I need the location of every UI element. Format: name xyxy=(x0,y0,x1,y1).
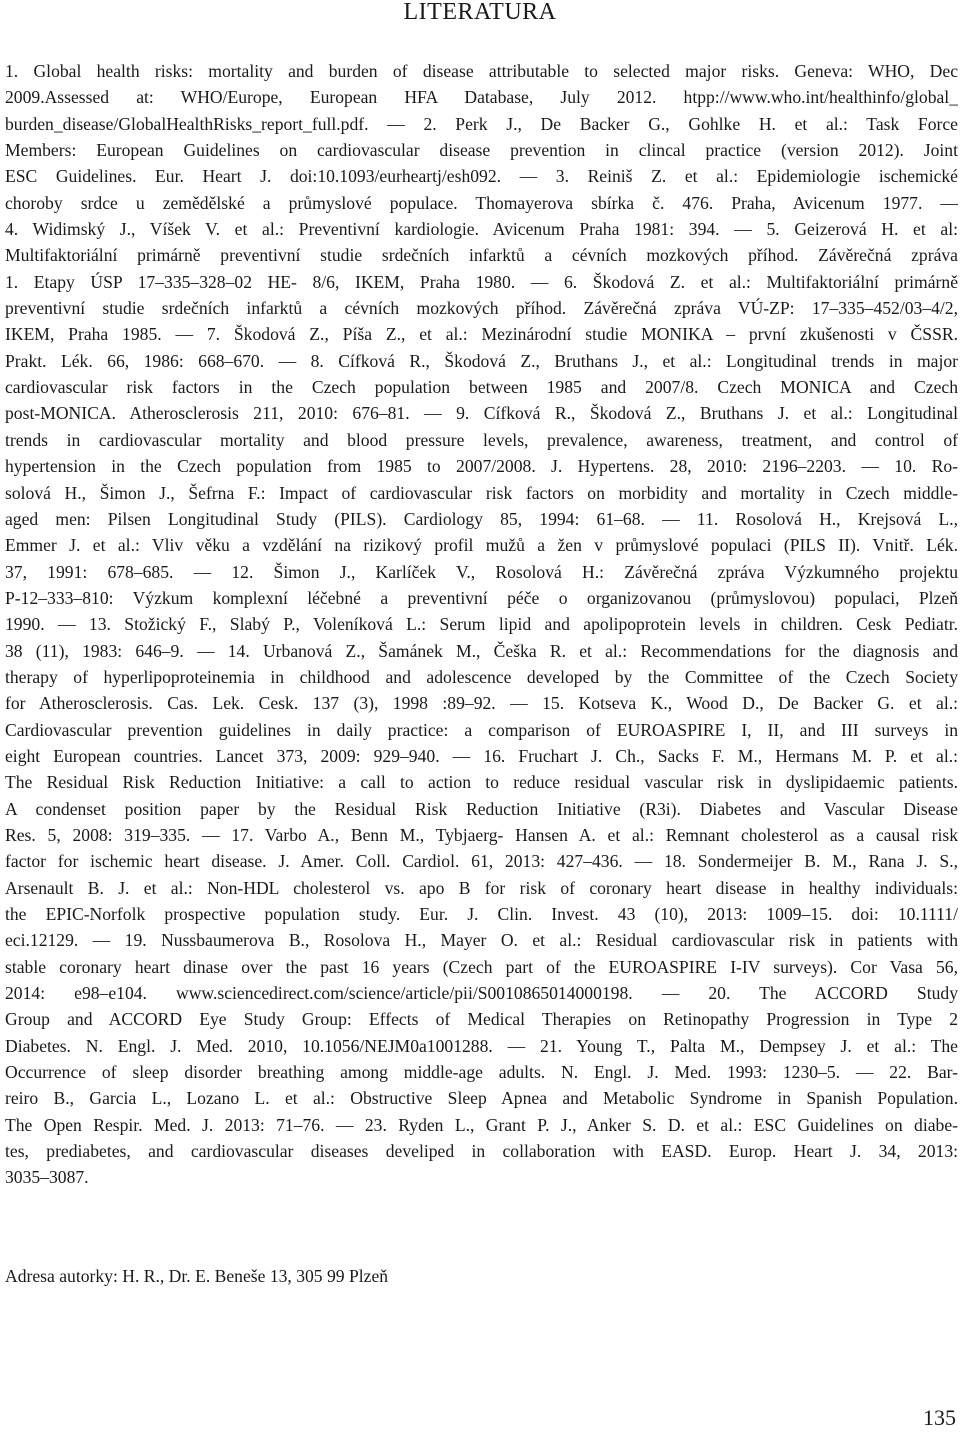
reference-line: Cardiovascular prevention guidelines in daily practice: a comparison of EUROASPIRE I, II, and III surveys in xyxy=(5,719,958,740)
reference-line: eight European countries. Lancet 373, 2009: 929–940. — 16. Fruchart J. Ch., Sacks F. M., Hermans M. P. et al.: xyxy=(5,745,958,766)
reference-line: eci.12129. — 19. Nussbaumerova B., Rosolova H., Mayer O. et al.: Residual cardiovascular risk in patients with xyxy=(5,930,958,951)
reference-list xyxy=(5,58,958,1191)
reference-line: burden_disease/GlobalHealthRisks_report_full.pdf. — 2. Perk J., De Backer G., Gohlke H. et al.: Task Force xyxy=(5,113,958,134)
reference-line: trends in cardiovascular mortality and blood pressure levels, prevalence, awareness, treatment, and control of xyxy=(5,429,958,450)
reference-line: 1. Global health risks: mortality and burden of disease attributable to selected major risks. Geneva: WHO, Dec xyxy=(5,61,958,81)
reference-line: Multifaktoriální primárně preventivní studie srdečních infarktů a cévních mozkových příhod. Závěrečná zpráva xyxy=(5,245,958,266)
reference-line: choroby srdce u zemědělské a průmyslové populace. Thomayerova sbírka č. 476. Praha, Avicenum 1977. — xyxy=(5,192,958,213)
reference-line: 3035–3087. xyxy=(5,1167,89,1188)
section-heading: LITERATURA xyxy=(403,0,557,25)
reference-line: preventivní studie srdečních infarktů a cévních mozkových příhod. Závěrečná zpráva VÚ-ZP: 17–335–452/03–4/2, xyxy=(5,298,958,319)
reference-line: tes, prediabetes, and cardiovascular diseases develiped in collaboration with EASD. Europ. Heart J. 34, 2013: xyxy=(5,1141,958,1162)
reference-line: Diabetes. N. Engl. J. Med. 2010, 10.1056/NEJM0a1001288. — 21. Young T., Palta M., Dempsey J. et al.: The xyxy=(5,1035,958,1056)
reference-line: Group and ACCORD Eye Study Group: Effects of Medical Therapies on Retinopathy Progression in Type 2 xyxy=(5,1009,958,1030)
reference-line: Res. 5, 2008: 319–335. — 17. Varbo A., Benn M., Tybjaerg- Hansen A. et al.: Remnant cholesterol as a causal risk xyxy=(5,824,958,845)
reference-line: ESC Guidelines. Eur. Heart J. doi:10.1093/eurheartj/esh092. — 3. Reiniš Z. et al.: Epidemiologie ischemické xyxy=(5,166,958,187)
reference-line: The Residual Risk Reduction Initiative: a call to action to reduce residual vascular risk in dyslipidaemic patients. xyxy=(5,772,958,793)
reference-line: 1. Etapy ÚSP 17–335–328–02 HE- 8/6, IKEM, Praha 1980. — 6. Škodová Z. et al.: Multifaktoriální primárně xyxy=(5,271,958,292)
reference-line: Arsenault B. J. et al.: Non-HDL cholesterol vs. apo B for risk of coronary heart disease in healthy individuals: xyxy=(5,877,958,898)
reference-line: factor for ischemic heart disease. J. Amer. Coll. Cardiol. 61, 2013: 427–436. — 18. Sondermeijer B. M., Rana J. S., xyxy=(5,851,958,872)
reference-line: hypertension in the Czech population from 1985 to 2007/2008. J. Hypertens. 28, 2010: 2196–2203. — 10. Ro- xyxy=(5,456,958,477)
reference-line: The Open Respir. Med. J. 2013: 71–76. — 23. Ryden L., Grant P. J., Anker S. D. et al.: ESC Guidelines on diabe- xyxy=(5,1114,958,1135)
reference-line: 2009.Assessed at: WHO/Europe, European HFA Database, July 2012. htpp://www.who.int/healthinfo/global_ xyxy=(5,87,958,108)
reference-line: Members: European Guidelines on cardiovascular disease prevention in clincal practice (version 2012). Joint xyxy=(5,140,958,161)
reference-line: P-12–333–810: Výzkum komplexní léčebné a preventivní péče o organizovanou (průmyslovou) populaci, Plzeň xyxy=(5,587,958,608)
reference-line: post-MONICA. Atherosclerosis 211, 2010: 676–81. — 9. Cífková R., Škodová Z., Bruthans J. et al.: Longitudinal xyxy=(5,403,958,424)
reference-line: stable coronary heart dinase over the past 16 years (Czech part of the EUROASPIRE I-IV surveys). Cor Vasa 56, xyxy=(5,956,958,977)
reference-line: therapy of hyperlipoproteinemia in childhood and adolescence developed by the Committee of the Czech Society xyxy=(5,666,958,687)
reference-line: cardiovascular risk factors in the Czech population between 1985 and 2007/8. Czech MONICA and Czech xyxy=(5,377,958,398)
reference-line: reiro B., Garcia L., Lozano L. et al.: Obstructive Sleep Apnea and Metabolic Syndrome in Spanish Population. xyxy=(5,1088,958,1109)
author-address: Adresa autorky: H. R., Dr. E. Beneše 13, 305 99 Plzeň xyxy=(5,1266,389,1286)
reference-line: Emmer J. et al.: Vliv věku a vzdělání na rizikový profil mužů a žen v průmyslové populaci (PILS II). Vnitř. Lék. xyxy=(5,535,958,556)
reference-line: 2014: e98–e104. www.sciencedirect.com/science/article/pii/S0010865014000198. — 20. The ACCORD Study xyxy=(5,983,958,1004)
reference-line: aged men: Pilsen Longitudinal Study (PILS). Cardiology 85, 1994: 61–68. — 11. Rosolová H., Krejsová L., xyxy=(5,508,958,529)
page-number: 135 xyxy=(923,1405,956,1430)
reference-line: 4. Widimský J., Víšek V. et al.: Preventivní kardiologie. Avicenum Praha 1981: 394. — 5. Geizerová H. et al: xyxy=(5,219,958,240)
reference-line: the EPIC-Norfolk prospective population study. Eur. J. Clin. Invest. 43 (10), 2013: 1009–15. doi: 10.1111/ xyxy=(5,904,958,924)
reference-line: for Atherosclerosis. Cas. Lek. Cesk. 137 (3), 1998 :89–92. — 15. Kotseva K., Wood D., De Backer G. et al.: xyxy=(5,693,958,714)
reference-line: IKEM, Praha 1985. — 7. Škodová Z., Píša Z., et al.: Mezinárodní studie MONIKA – první zkušenosti v ČSSR. xyxy=(5,324,958,345)
reference-line: 37, 1991: 678–685. — 12. Šimon J., Karlíček V., Rosolová H.: Závěrečná zpráva Výzkumného projektu xyxy=(5,561,958,582)
reference-line: 1990. — 13. Stožický F., Slabý P., Voleníková L.: Serum lipid and apolipoprotein levels in children. Cesk Pediatr. xyxy=(5,614,958,635)
reference-line: Prakt. Lék. 66, 1986: 668–670. — 8. Cífková R., Škodová Z., Bruthans J., et al.: Longitudinal trends in major xyxy=(5,350,958,371)
reference-line: A condenset position paper by the Residual Risk Reduction Initiative (R3i). Diabetes and Vascular Disease xyxy=(5,798,958,819)
reference-line: Occurrence of sleep disorder breathing among middle-age adults. N. Engl. J. Med. 1993: 1230–5. — 22. Bar- xyxy=(5,1062,958,1083)
reference-line: 38 (11), 1983: 646–9. — 14. Urbanová Z., Šamánek M., Češka R. et al.: Recommendations for the diagnosis and xyxy=(5,640,958,661)
reference-line: solová H., Šimon J., Šefrna F.: Impact of cardiovascular risk factors on morbidity and mortality in Czech middle- xyxy=(5,482,958,503)
